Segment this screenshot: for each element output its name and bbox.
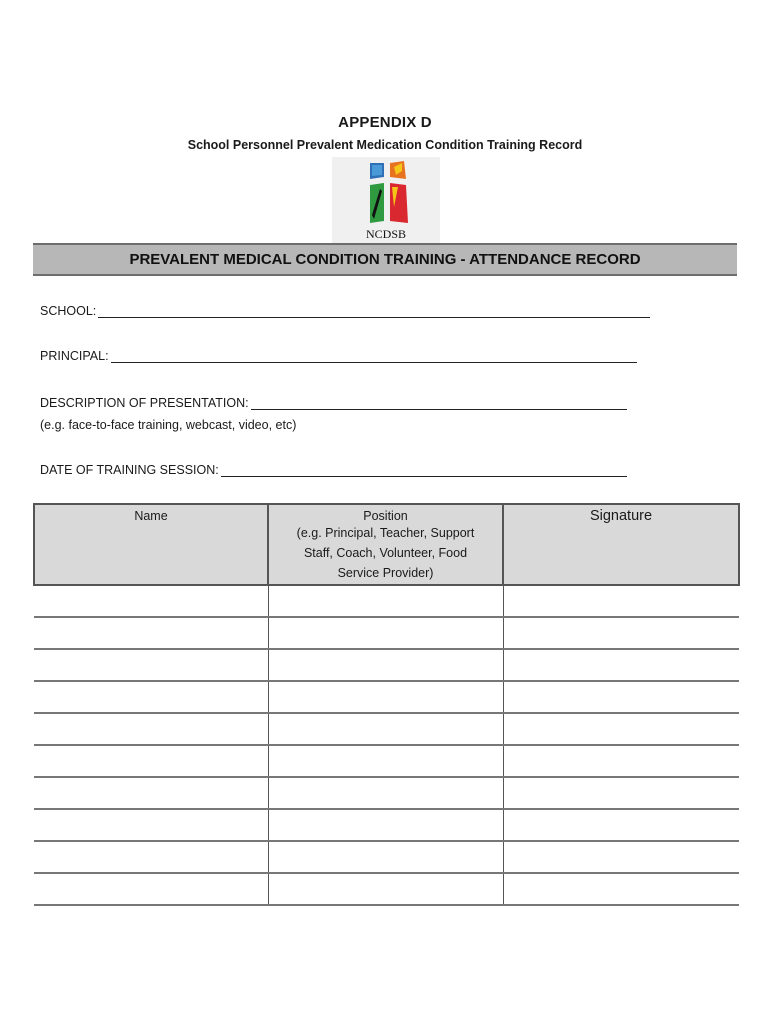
name-cell[interactable] — [34, 777, 268, 809]
table-row — [34, 681, 739, 713]
position-cell[interactable] — [268, 713, 503, 745]
name-cell[interactable] — [34, 585, 268, 617]
position-cell[interactable] — [268, 745, 503, 777]
description-hint: (e.g. face-to-face training, webcast, video, etc) — [40, 418, 297, 432]
principal-label: PRINCIPAL: — [40, 349, 109, 363]
attendance-banner: PREVALENT MEDICAL CONDITION TRAINING - ATTENDANCE RECORD — [33, 243, 737, 276]
table-row — [34, 617, 739, 649]
logo-text: NCDSB — [365, 227, 407, 241]
principal-line[interactable] — [111, 348, 637, 363]
name-cell[interactable] — [34, 809, 268, 841]
position-title: Position — [363, 509, 408, 523]
school-field[interactable] — [40, 303, 650, 318]
name-cell[interactable] — [34, 681, 268, 713]
description-label: DESCRIPTION OF PRESENTATION: — [40, 396, 249, 410]
position-cell[interactable] — [268, 617, 503, 649]
school-label: SCHOOL: — [40, 304, 97, 318]
date-line[interactable] — [221, 462, 627, 477]
name-cell[interactable] — [34, 649, 268, 681]
table-header-row — [34, 504, 739, 585]
signature-cell[interactable] — [503, 841, 739, 873]
school-line[interactable] — [98, 303, 650, 318]
signature-cell[interactable] — [503, 617, 739, 649]
document-subtitle: School Personnel Prevalent Medication Condition Training Record — [187, 138, 583, 152]
table-row — [34, 809, 739, 841]
table-row — [34, 585, 739, 617]
position-cell[interactable] — [268, 809, 503, 841]
description-field[interactable] — [40, 395, 627, 410]
signature-cell[interactable] — [503, 873, 739, 905]
table-row — [34, 745, 739, 777]
table-row — [34, 713, 739, 745]
signature-cell[interactable] — [503, 777, 739, 809]
name-cell[interactable] — [34, 841, 268, 873]
principal-field[interactable] — [40, 348, 637, 363]
signature-cell[interactable] — [503, 585, 739, 617]
position-cell[interactable] — [268, 777, 503, 809]
table-row — [34, 873, 739, 905]
signature-cell[interactable] — [503, 745, 739, 777]
date-field[interactable] — [40, 462, 627, 477]
attendance-rows — [34, 585, 739, 905]
position-cell[interactable] — [268, 585, 503, 617]
signature-cell[interactable] — [503, 809, 739, 841]
signature-cell[interactable] — [503, 681, 739, 713]
table-row — [34, 777, 739, 809]
signature-cell[interactable] — [503, 713, 739, 745]
position-cell[interactable] — [268, 681, 503, 713]
position-cell[interactable] — [268, 649, 503, 681]
name-cell[interactable] — [34, 745, 268, 777]
position-cell[interactable] — [268, 873, 503, 905]
table-row — [34, 649, 739, 681]
position-column-header — [268, 504, 503, 585]
date-label: DATE OF TRAINING SESSION: — [40, 463, 219, 477]
description-line[interactable] — [251, 395, 627, 410]
position-cell[interactable] — [268, 841, 503, 873]
name-column-header: Name — [34, 504, 268, 585]
appendix-title: APPENDIX D — [338, 114, 432, 131]
ncdsb-logo — [332, 157, 440, 243]
name-cell[interactable] — [34, 713, 268, 745]
name-cell[interactable] — [34, 873, 268, 905]
position-hint: (e.g. Principal, Teacher, Support Staff, Coach, Volunteer, Food Service Provider) — [296, 526, 475, 580]
signature-cell[interactable] — [503, 649, 739, 681]
name-cell[interactable] — [34, 617, 268, 649]
signature-column-header: Signature — [503, 504, 739, 585]
attendance-table — [33, 503, 740, 906]
table-row — [34, 841, 739, 873]
